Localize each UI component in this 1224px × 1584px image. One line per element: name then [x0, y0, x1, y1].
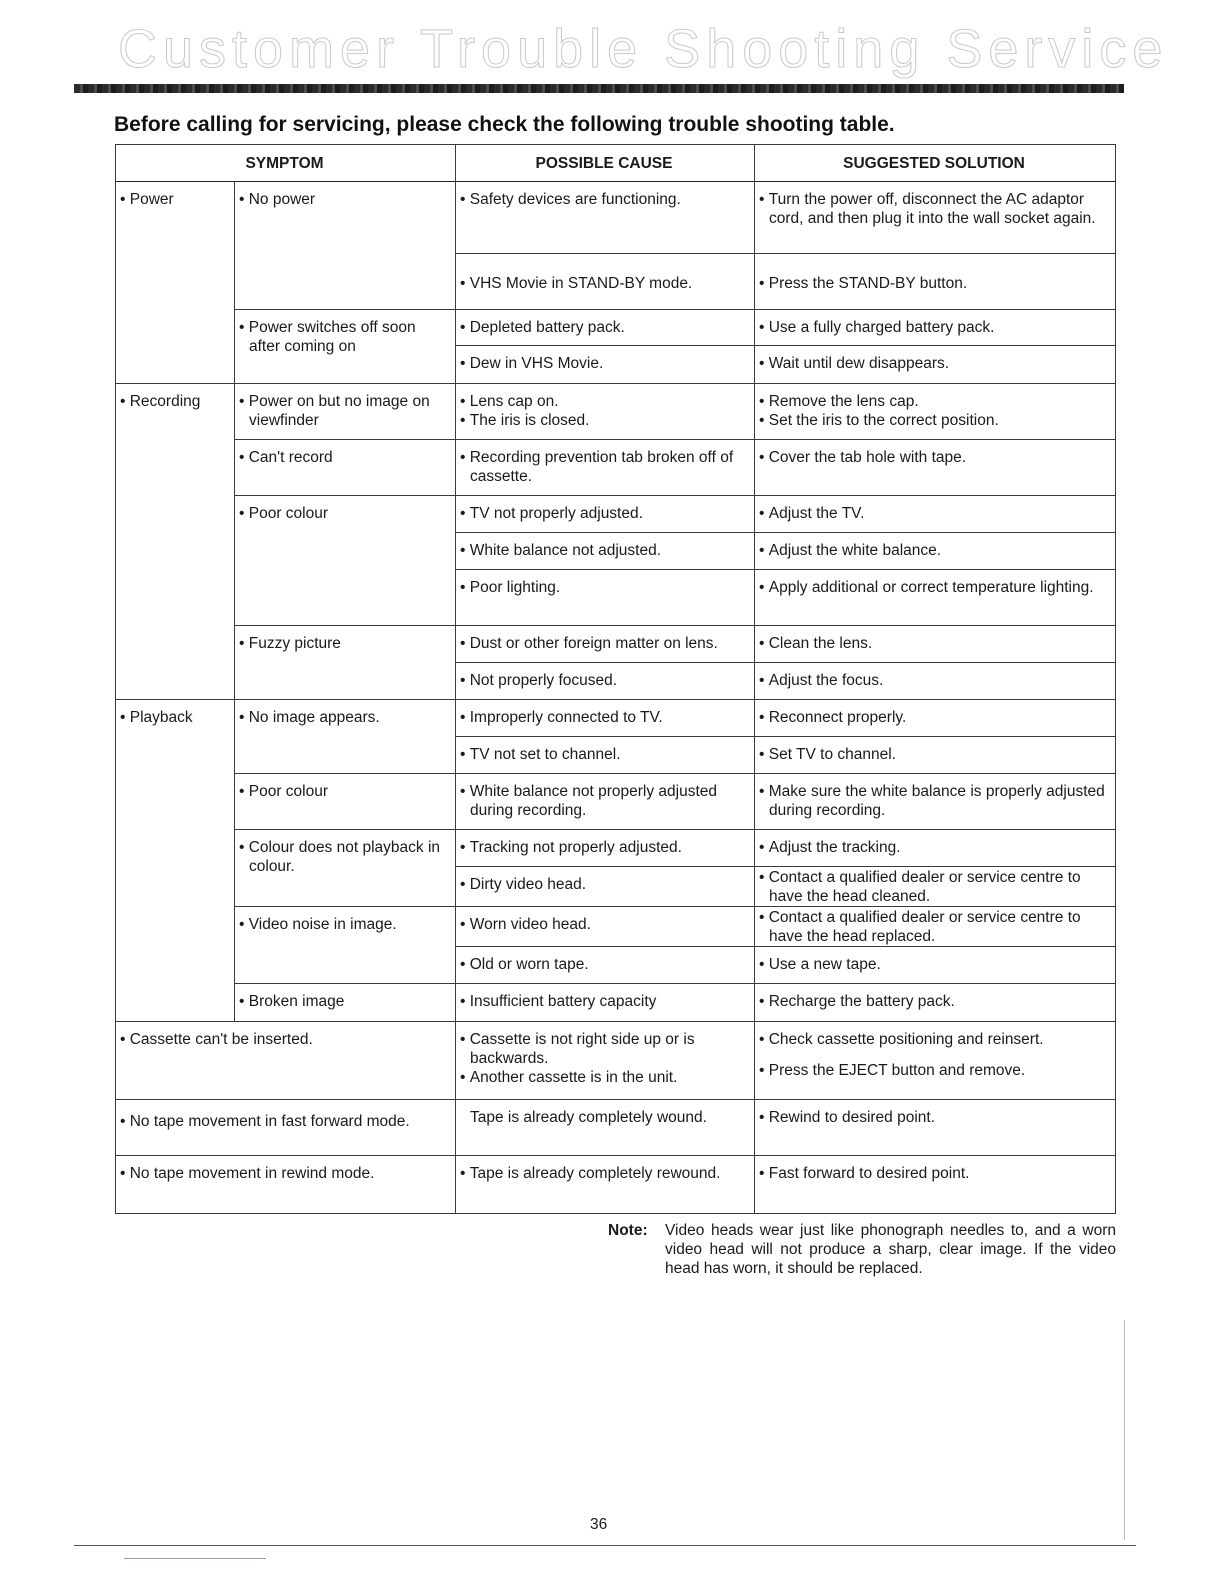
margin-line: [1124, 1320, 1125, 1540]
table-row: [116, 310, 1116, 346]
page-heading: Before calling for servicing, please check the following trouble shooting table.: [114, 113, 895, 136]
page-number: 36: [590, 1516, 608, 1533]
symptom-cell: • Fuzzy picture: [235, 626, 456, 700]
troubleshooting-table: [115, 144, 1116, 1214]
symptom-cell: • Poor colour: [235, 496, 456, 626]
table-row: [116, 830, 1116, 867]
symptom-cell: • Cassette can't be inserted.: [116, 1022, 456, 1100]
footer-rule: [74, 1545, 1136, 1546]
table-row: [116, 907, 1116, 947]
solution-cell: • Contact a qualified dealer or service centre to have the head cleaned.: [755, 867, 1116, 907]
solution-cell: • Contact a qualified dealer or service centre to have the head replaced.: [755, 907, 1116, 947]
cause-cell: • Cassette is not right side up or is backwards. • Another cassette is in the unit.: [456, 1022, 755, 1100]
note-block: [608, 1221, 1116, 1278]
symptom-cell: • No power: [235, 182, 456, 310]
cause-cell: Tape is already completely wound.: [456, 1100, 755, 1156]
cause-cell: • Recording prevention tab broken off of cassette.: [456, 440, 755, 496]
solution-cell: • Make sure the white balance is properly adjusted during recording.: [755, 774, 1116, 830]
cause-cell: • Tracking not properly adjusted.: [456, 830, 755, 867]
solution-cell: • Cover the tab hole with tape.: [755, 440, 1116, 496]
header-rule: [74, 84, 1124, 93]
cause-cell: • Dust or other foreign matter on lens.: [456, 626, 755, 663]
cause-cell: • White balance not adjusted.: [456, 533, 755, 570]
cause-cell: • Lens cap on. • The iris is closed.: [456, 384, 755, 440]
solution-cell: • Clean the lens.: [755, 626, 1116, 663]
symptom-cell: • Power on but no image on viewfinder: [235, 384, 456, 440]
category-cell: • Recording: [116, 384, 235, 700]
column-header-symptom: SYMPTOM: [116, 145, 456, 182]
header-title: Customer Trouble Shooting Service: [118, 19, 1169, 79]
table-row: [116, 384, 1116, 440]
symptom-cell: • No tape movement in fast forward mode.: [116, 1100, 456, 1156]
table-row: [116, 496, 1116, 533]
cause-cell: • White balance not properly adjusted during recording.: [456, 774, 755, 830]
cause-cell: • Tape is already completely rewound.: [456, 1156, 755, 1214]
note-label: Note:: [608, 1222, 648, 1239]
cause-cell: • Improperly connected to TV.: [456, 700, 755, 737]
table-header-row: [116, 145, 1116, 182]
table-row: [116, 774, 1116, 830]
solution-cell: • Fast forward to desired point.: [755, 1156, 1116, 1214]
solution-cell: • Turn the power off, disconnect the AC adaptor cord, and then plug it into the wall socket again.: [755, 182, 1116, 254]
solution-cell: • Rewind to desired point.: [755, 1100, 1116, 1156]
cause-cell: • Old or worn tape.: [456, 947, 755, 984]
symptom-cell: • Power switches off soon after coming on: [235, 310, 456, 384]
solution-cell: • Set TV to channel.: [755, 737, 1116, 774]
cause-cell: • Safety devices are functioning.: [456, 182, 755, 254]
cause-cell: • Poor lighting.: [456, 570, 755, 626]
cause-cell: • Dew in VHS Movie.: [456, 346, 755, 384]
category-cell: • Power: [116, 182, 235, 384]
column-header-cause: POSSIBLE CAUSE: [456, 145, 755, 182]
solution-cell: • Use a new tape.: [755, 947, 1116, 984]
solution-cell: • Wait until dew disappears.: [755, 346, 1116, 384]
table-row: [116, 626, 1116, 663]
footer-mark: [124, 1558, 266, 1559]
cause-cell: • TV not set to channel.: [456, 737, 755, 774]
symptom-cell: • Broken image: [235, 984, 456, 1022]
table-row: [116, 1156, 1116, 1214]
solution-cell: • Adjust the tracking.: [755, 830, 1116, 867]
cause-cell: • Depleted battery pack.: [456, 310, 755, 346]
cause-cell: • Insufficient battery capacity: [456, 984, 755, 1022]
solution-cell: • Remove the lens cap. • Set the iris to the correct position.: [755, 384, 1116, 440]
solution-cell: • Apply additional or correct temperature lighting.: [755, 570, 1116, 626]
cause-cell: • VHS Movie in STAND-BY mode.: [456, 254, 755, 310]
solution-cell: • Check cassette positioning and reinsert. • Press the EJECT button and remove.: [755, 1022, 1116, 1100]
table-row: [116, 182, 1116, 254]
category-cell: • Playback: [116, 700, 235, 1022]
column-header-solution: SUGGESTED SOLUTION: [755, 145, 1116, 182]
table-row: [116, 700, 1116, 737]
solution-cell: • Adjust the TV.: [755, 496, 1116, 533]
symptom-cell: • No tape movement in rewind mode.: [116, 1156, 456, 1214]
cause-cell: • Worn video head.: [456, 907, 755, 947]
symptom-cell: • No image appears.: [235, 700, 456, 774]
solution-cell: • Adjust the white balance.: [755, 533, 1116, 570]
table-row: [116, 440, 1116, 496]
cause-cell: • TV not properly adjusted.: [456, 496, 755, 533]
cause-cell: • Dirty video head.: [456, 867, 755, 907]
symptom-cell: • Video noise in image.: [235, 907, 456, 984]
table-row: [116, 984, 1116, 1022]
cause-cell: • Not properly focused.: [456, 663, 755, 700]
symptom-cell: • Can't record: [235, 440, 456, 496]
symptom-cell: • Colour does not playback in colour.: [235, 830, 456, 907]
table-row: [116, 1100, 1116, 1156]
solution-cell: • Press the STAND-BY button.: [755, 254, 1116, 310]
solution-cell: • Use a fully charged battery pack.: [755, 310, 1116, 346]
solution-cell: • Adjust the focus.: [755, 663, 1116, 700]
symptom-cell: • Poor colour: [235, 774, 456, 830]
table-row: [116, 1022, 1116, 1100]
note-text: Video heads wear just like phonograph needles to, and a worn video head will not produce a sharp, clear image. If the video head has worn, it should be replaced.: [665, 1222, 1116, 1277]
solution-cell: • Reconnect properly.: [755, 700, 1116, 737]
solution-cell: • Recharge the battery pack.: [755, 984, 1116, 1022]
